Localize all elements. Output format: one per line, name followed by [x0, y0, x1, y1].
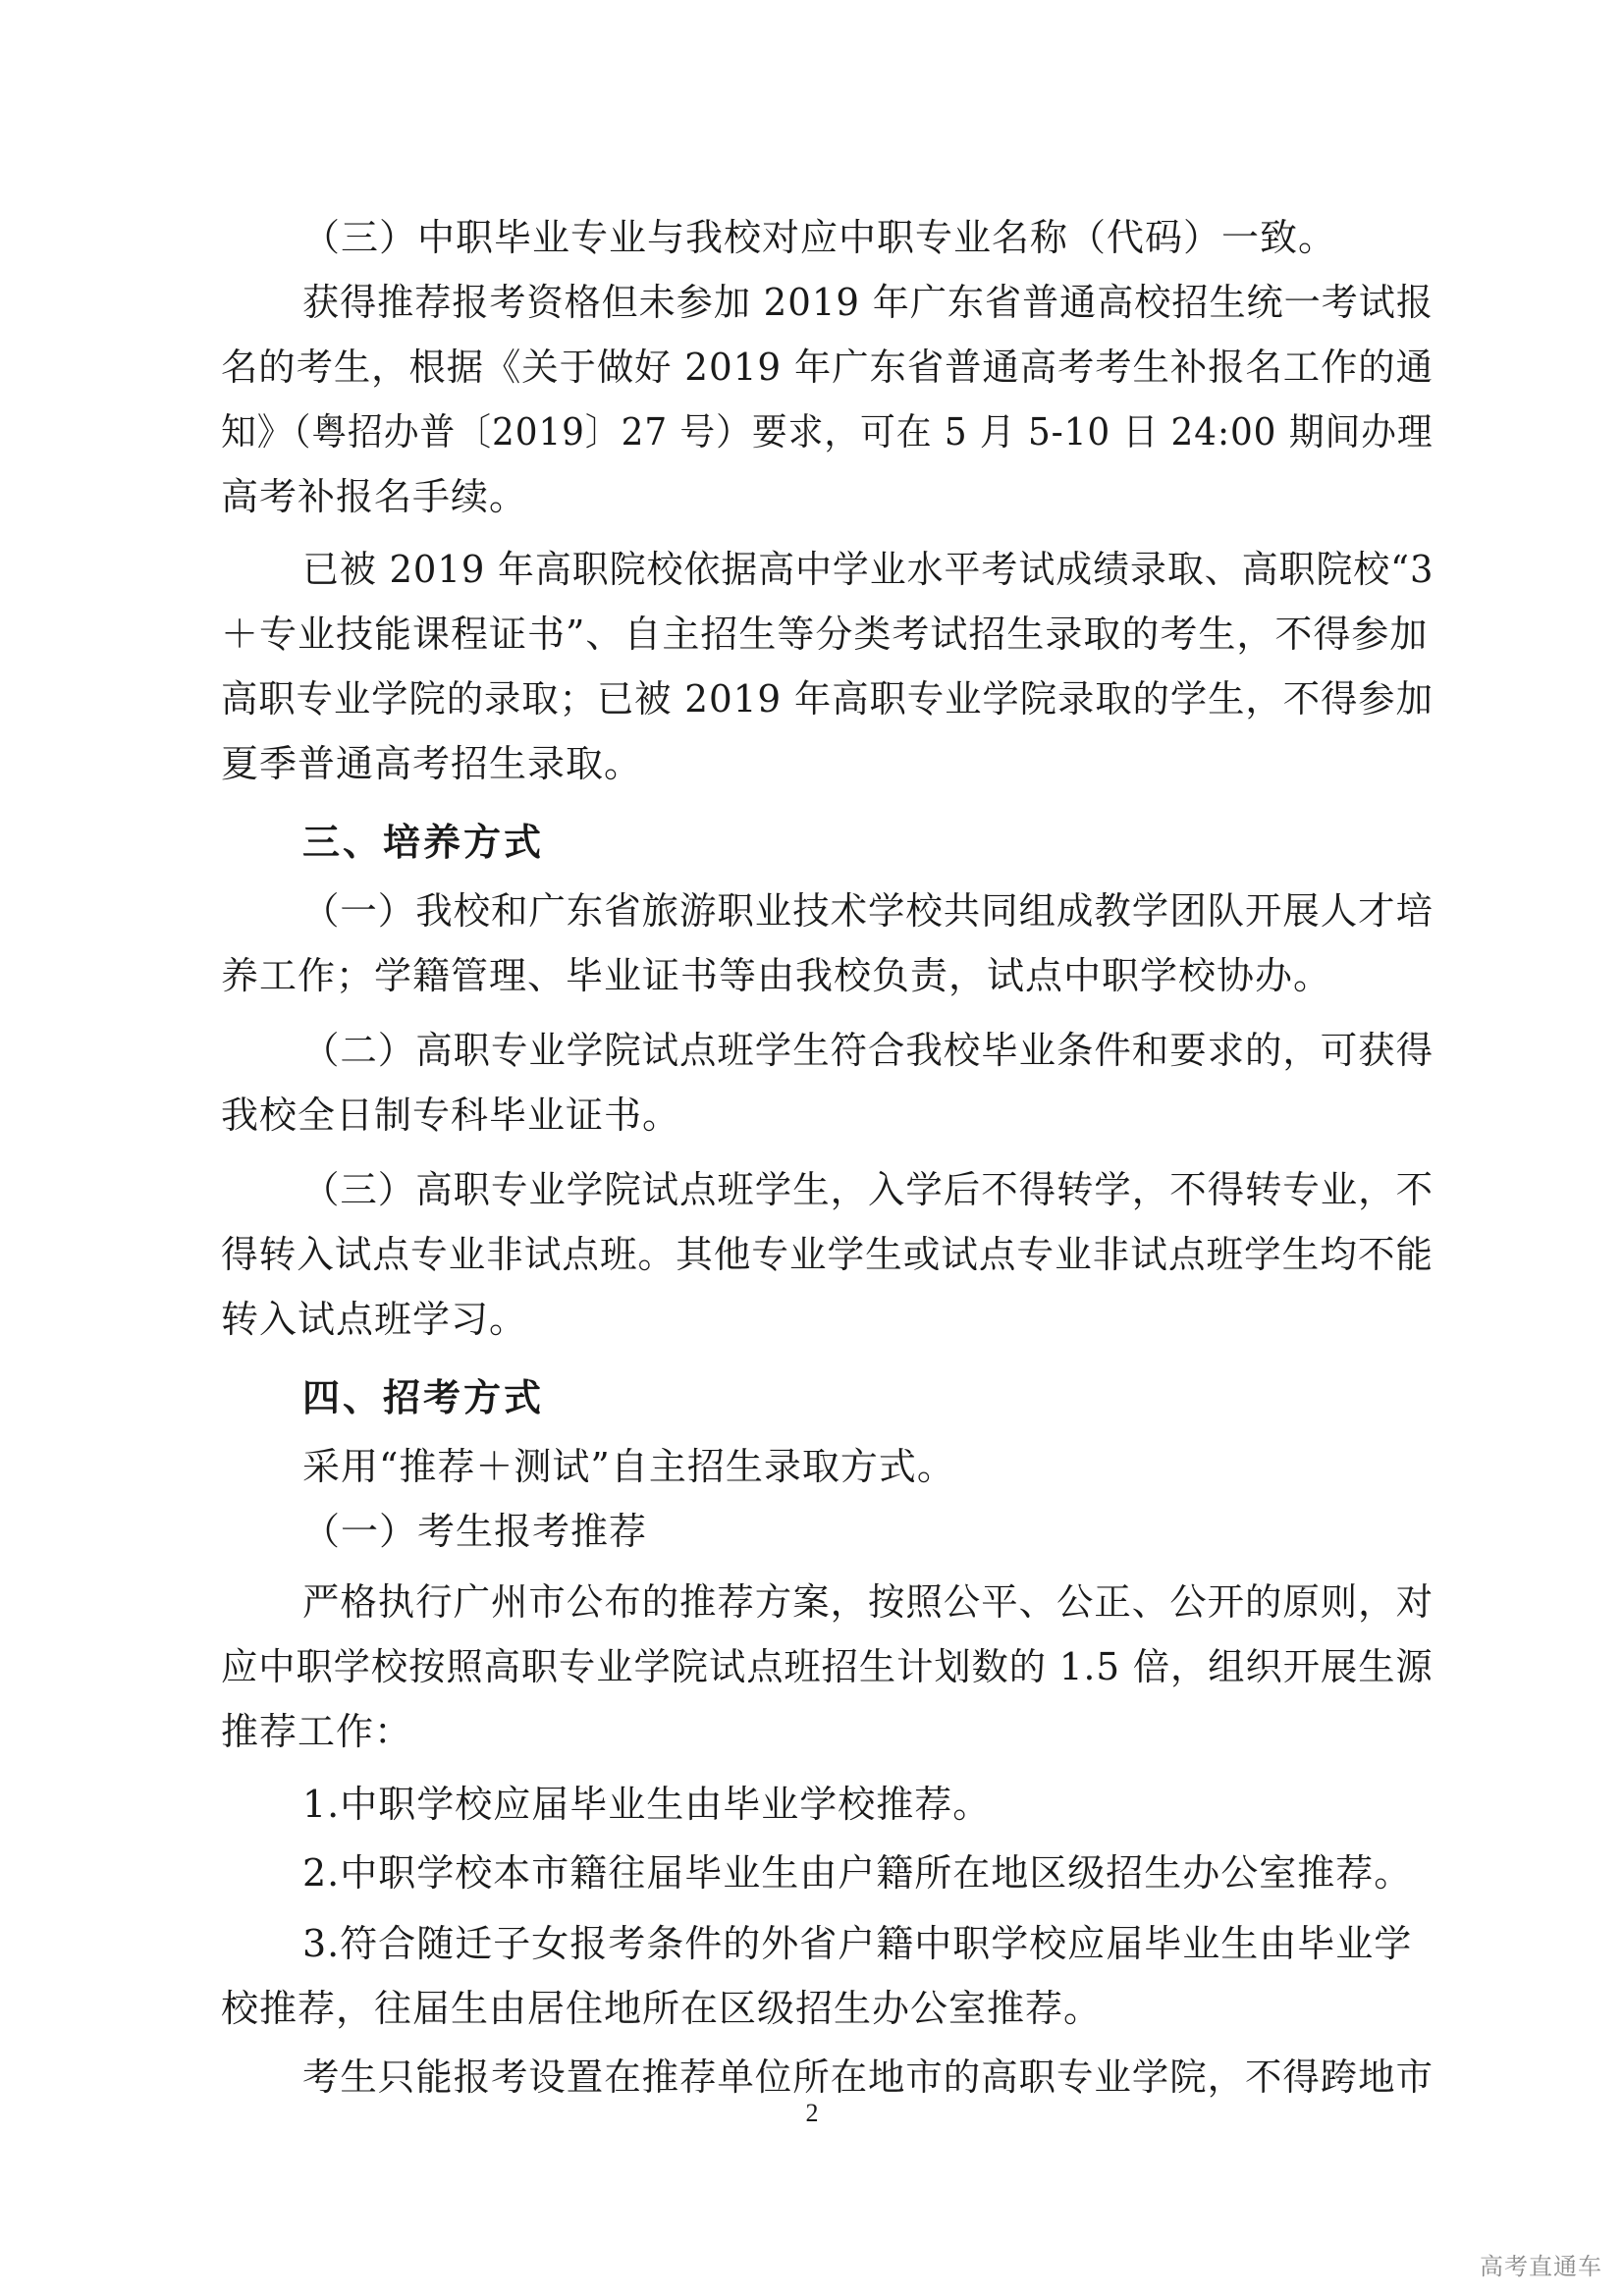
- text-line: 推荐工作：: [221, 1710, 413, 1753]
- text-line: （一）考生报考推荐: [302, 1510, 648, 1553]
- text-line: 转入试点班学习。: [221, 1298, 528, 1341]
- text-line: 获得推荐报考资格但未参加 2019 年广东省普通高校招生统一考试报: [302, 281, 1434, 324]
- watermark-text: 高考直通车: [1480, 2253, 1602, 2280]
- page-number: 2: [805, 2099, 819, 2127]
- text-line: 我校全日制专科毕业证书。: [221, 1094, 681, 1137]
- section-heading: 四、招考方式: [302, 1376, 545, 1419]
- text-line: 名的考生，根据《关于做好 2019 年广东省普通高考考生补报名工作的通: [221, 346, 1434, 389]
- text-line: 1.中职学校应届毕业生由毕业学校推荐。: [302, 1783, 992, 1826]
- text-line: 夏季普通高考招生录取。: [221, 742, 643, 785]
- text-line: （二）高职专业学院试点班学生符合我校毕业条件和要求的，可获得: [302, 1029, 1434, 1072]
- text-line: （三）高职专业学院试点班学生，入学后不得转学，不得转专业，不: [302, 1168, 1434, 1211]
- text-line: 考生只能报考设置在推荐单位所在地市的高职专业学院，不得跨地市: [302, 2056, 1434, 2099]
- text-line: 高职专业学院的录取；已被 2019 年高职专业学院录取的学生，不得参加: [221, 677, 1434, 721]
- section-heading: 三、培养方式: [302, 821, 545, 864]
- text-line: 采用“推荐＋测试”自主招生录取方式。: [302, 1445, 955, 1488]
- text-line: 2.中职学校本市籍往届毕业生由户籍所在地区级招生办公室推荐。: [302, 1851, 1413, 1895]
- text-line: 高考补报名手续。: [221, 475, 528, 518]
- text-line: 严格执行广州市公布的推荐方案，按照公平、公正、公开的原则，对: [302, 1580, 1434, 1624]
- text-line: 知》（粤招办普〔2019〕27 号）要求，可在 5 月 5-10 日 24:00 期间办理: [221, 410, 1434, 454]
- text-line: 应中职学校按照高职专业学院试点班招生计划数的 1.5 倍，组织开展生源: [221, 1645, 1434, 1688]
- text-line: ＋专业技能课程证书”、自主招生等分类考试招生录取的考生，不得参加: [221, 613, 1429, 656]
- text-line: 得转入试点专业非试点班。其他专业学生或试点专业非试点班学生均不能: [221, 1233, 1435, 1276]
- text-line: （一）我校和广东省旅游职业技术学校共同组成教学团队开展人才培: [302, 889, 1434, 933]
- text-line: 养工作；学籍管理、毕业证书等由我校负责，试点中职学校协办。: [221, 954, 1332, 997]
- text-line: 3.符合随迁子女报考条件的外省户籍中职学校应届毕业生由毕业学: [302, 1922, 1413, 1965]
- text-line: （三）中职毕业专业与我校对应中职专业名称（代码）一致。: [302, 216, 1337, 259]
- text-line: 已被 2019 年高职院校依据高中学业水平考试成绩录取、高职院校“3: [302, 548, 1435, 591]
- text-line: 校推荐，往届生由居住地所在区级招生办公室推荐。: [221, 1987, 1103, 2030]
